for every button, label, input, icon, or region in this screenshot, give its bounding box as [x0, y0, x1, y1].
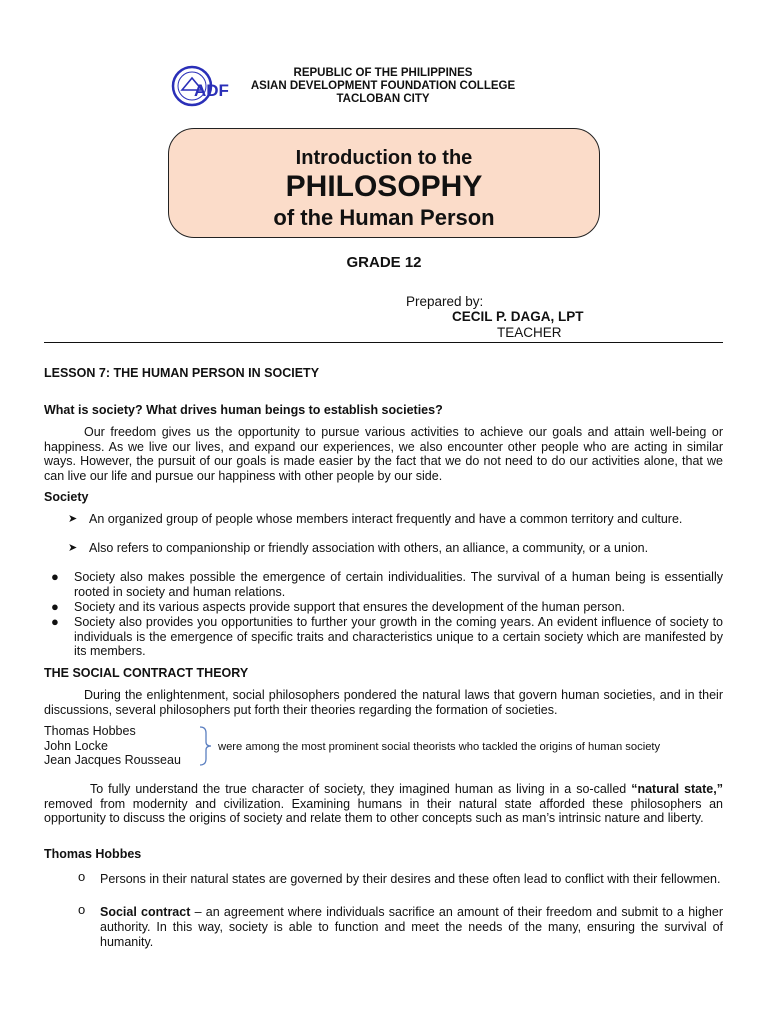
prepared-role: TEACHER — [497, 325, 562, 340]
society-def-item: Also refers to companionship or friendly association with others, an alliance, a community, or a union. — [89, 541, 649, 555]
svg-text:ADF: ADF — [194, 81, 229, 100]
hobbes-heading: Thomas Hobbes — [44, 847, 142, 861]
title-line-2: PHILOSOPHY — [285, 170, 483, 203]
bullet-icon: ● — [51, 599, 59, 614]
prepared-name: CECIL P. DAGA, LPT — [452, 309, 584, 324]
social-contract-term: Social contract — [100, 905, 191, 919]
prepared-label: Prepared by: — [406, 294, 484, 309]
social-contract-definition: – an agreement where individuals sacrifice an amount of their freedom and submit to a higher authority. In this way, society is able to function and meet the needs of the many, ensuring the survival of humanity. — [100, 905, 723, 949]
society-point-item: Society also provides you opportunities to further your growth in the coming years. An evident influence of society to individuals is the emergence of specific traits and characteristics unique to a certain society which are manifested by its members. — [74, 615, 723, 659]
intro-paragraph: Our freedom gives us the opportunity to pursue various activities to achieve our goals and attain well-being or happiness. As we live our lives, and expand our experiences, we also encounter other people who are acting in similar ways. However, the pursuit of our goals is made easier by the fact that we do not need to do our activities alone, that we can live our life and pursue our happiness with other people by our side. — [44, 425, 723, 483]
title-line-1: Introduction to the — [295, 147, 473, 169]
social-contract-intro: During the enlightenment, social philosophers pondered the natural laws that govern human societies, and in their discussions, several philosophers put forth their theories regarding the formation of societies. — [44, 688, 723, 717]
arrow-bullet-icon: ➤ — [68, 513, 78, 525]
header-city: TACLOBAN CITY — [336, 93, 430, 105]
natural-state-text-before: To fully understand the true character of society, they imagined human as living in a so-called — [90, 782, 632, 796]
circle-bullet-icon: o — [78, 869, 86, 884]
title-box — [168, 128, 600, 238]
title-line-3: of the Human Person — [273, 205, 495, 230]
society-def-item: An organized group of people whose members interact frequently and have a common territory and culture. — [89, 512, 683, 526]
society-heading: Society — [44, 490, 89, 504]
theorist-name: Thomas Hobbes — [44, 724, 136, 738]
theorist-name: Jean Jacques Rousseau — [44, 753, 181, 767]
header-country: REPUBLIC OF THE PHILIPPINES — [293, 67, 473, 79]
natural-state-term: “natural state,” — [631, 782, 723, 796]
lesson-title: LESSON 7: THE HUMAN PERSON IN SOCIETY — [44, 366, 320, 380]
header-college: ASIAN DEVELOPMENT FOUNDATION COLLEGE — [250, 80, 516, 92]
circle-bullet-icon: o — [78, 902, 86, 917]
society-point-item: Society and its various aspects provide support that ensures the development of the human person. — [74, 600, 626, 614]
bullet-icon: ● — [51, 569, 59, 584]
theorist-name: John Locke — [44, 739, 108, 753]
bullet-icon: ● — [51, 614, 59, 629]
theorists-note: were among the most prominent social theorists who tackled the origins of human society — [218, 741, 661, 753]
grade-level: GRADE 12 — [346, 254, 422, 271]
header-divider — [44, 342, 723, 343]
social-contract-heading: THE SOCIAL CONTRACT THEORY — [44, 666, 249, 680]
arrow-bullet-icon: ➤ — [68, 542, 78, 554]
society-point-item: Society also makes possible the emergence of certain individualities. The survival of a human being is essentially rooted in society and human relations. — [74, 570, 723, 599]
natural-state-paragraph — [44, 782, 723, 826]
brace-icon — [198, 726, 212, 766]
hobbes-point-item — [100, 905, 723, 950]
hobbes-point-item: Persons in their natural states are governed by their desires and these often lead to conflict with their fellowmen. — [100, 872, 721, 886]
lesson-question: What is society? What drives human beings to establish societies? — [44, 403, 443, 417]
natural-state-text-after: removed from modernity and civilization. Examining humans in their natural state afforded these philosophers an opportunity to discuss the origins of society and relate them to other concepts such as man’s intrinsic nature and liberty. — [44, 796, 723, 826]
